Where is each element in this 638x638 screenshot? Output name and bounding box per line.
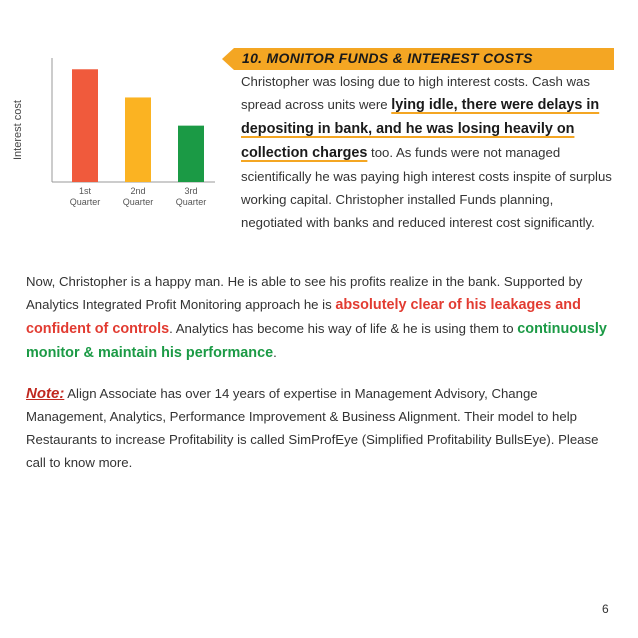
page-number: 6 xyxy=(602,602,609,616)
summary-paragraph xyxy=(26,270,616,365)
interest-cost-chart xyxy=(12,50,220,220)
summary-highlight-green: continuously monitor & maintain his performance xyxy=(26,321,607,361)
note-paragraph xyxy=(26,382,621,474)
note-label: Note: xyxy=(26,385,65,402)
section-10-body xyxy=(241,70,613,234)
chart-canvas xyxy=(20,50,220,190)
chart-bar-1 xyxy=(72,69,98,182)
chart-bar-2 xyxy=(125,97,151,182)
chart-y-axis-label: Interest cost xyxy=(12,100,24,160)
chart-bar-3 xyxy=(178,126,204,182)
section-10-title: 10. MONITOR FUNDS & INTEREST COSTS xyxy=(242,50,533,66)
note-text: Align Associate has over 14 years of expertise in Management Advisory, Change Management, Analytics, Performance Improvement & Business Alignment. Their model to help Restaurants to increase Profitability is called SimProfEye (Simplified Profitability BullsEye). Please call to know more. xyxy=(26,386,599,470)
summary-text-3: . xyxy=(273,345,277,360)
section-10-text-2: too. As funds were not managed scientifically he was paying high interest costs inspite of surplus working capital. Christopher installed Funds planning, negotiated with banks and reduced interest cost significantly. xyxy=(241,145,612,230)
section-10-highlight: lying idle, there were delays in depositing in bank, and he was losing heavily on collection charges xyxy=(241,97,600,161)
section-10-text-1: Christopher was losing due to high interest costs. Cash was spread across units were xyxy=(241,74,590,112)
chart-tick-label-1: 1st Quarter xyxy=(69,186,101,207)
summary-text-1: Now, Christopher is a happy man. He is able to see his profits realize in the bank. Supported by Analytics Integrated Profit Monitoring approach he is xyxy=(26,274,583,312)
section-10-banner xyxy=(222,48,614,70)
summary-highlight-red: absolutely clear of his leakages and confident of controls xyxy=(26,297,581,337)
summary-text-2: . Analytics has become his way of life & he is using them to xyxy=(169,321,518,336)
chart-tick-label-3: 3rd Quarter xyxy=(175,186,207,207)
chart-tick-label-2: 2nd Quarter xyxy=(122,186,154,207)
